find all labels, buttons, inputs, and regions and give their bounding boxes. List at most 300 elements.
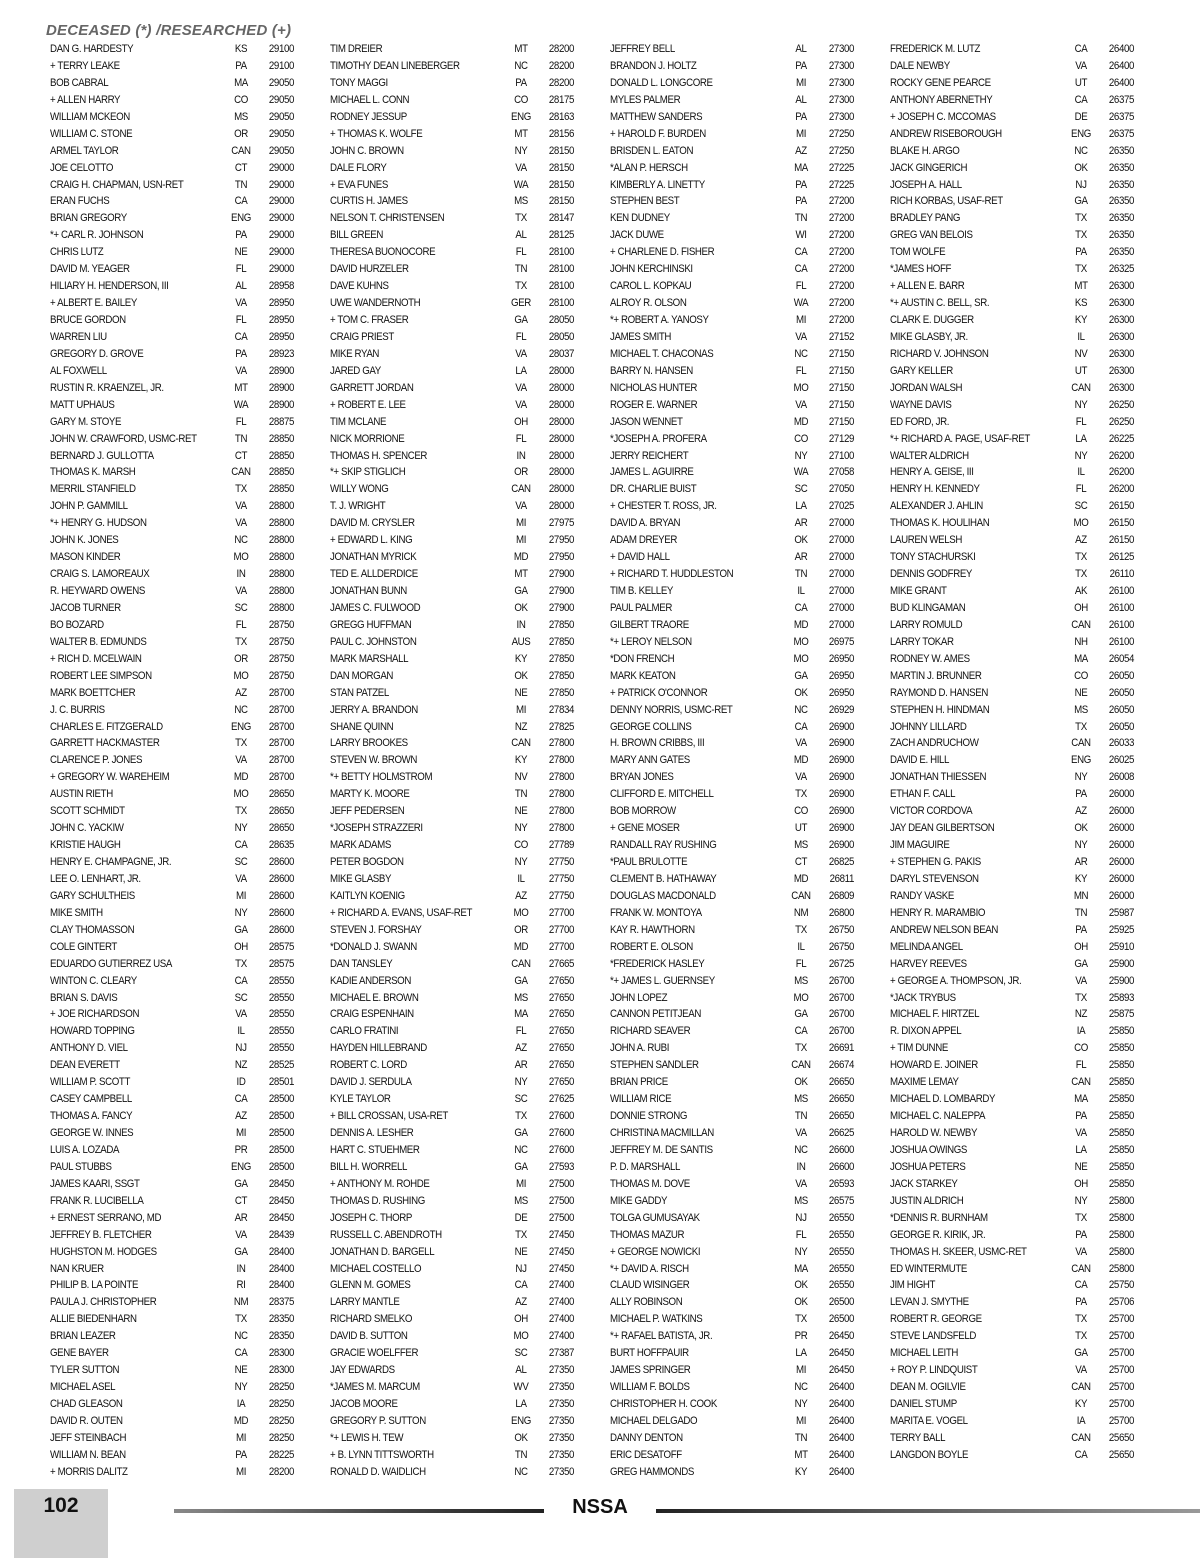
score: 29000	[268, 263, 294, 276]
shooter-name: WAYNE DAVIS	[890, 398, 952, 411]
state: NY	[1074, 1194, 1088, 1207]
score: 28450	[268, 1211, 294, 1224]
shooter-name: *+ SKIP STIGLICH	[330, 466, 406, 479]
score: 25850	[1108, 1076, 1134, 1089]
state: ENG	[1071, 127, 1091, 140]
score: 28000	[548, 449, 574, 462]
shooter-name: MIKE GADDY	[610, 1194, 668, 1207]
shooter-name: JOHNNY LILLARD	[890, 720, 967, 733]
score: 26350	[1108, 195, 1134, 208]
list-item	[884, 75, 1134, 92]
score: 28750	[268, 618, 294, 631]
list-item	[604, 397, 854, 414]
score: 27500	[548, 1194, 574, 1207]
state: DE	[1074, 110, 1088, 123]
state: MO	[793, 635, 809, 648]
state: TX	[1075, 1211, 1087, 1224]
score: 26025	[1108, 754, 1134, 767]
score: 26400	[1108, 59, 1134, 72]
score: 28700	[268, 703, 294, 716]
list-item	[44, 210, 294, 227]
shooter-name: WILLIAM C. STONE	[50, 127, 133, 140]
score: 29000	[268, 229, 294, 242]
shooter-name: ANDREW NELSON BEAN	[890, 923, 999, 936]
shooter-name: DAN G. HARDESTY	[50, 43, 134, 55]
state: GA	[234, 1245, 248, 1258]
state: NC	[514, 1143, 528, 1156]
score: 26550	[828, 1279, 854, 1292]
score: 25987	[1108, 906, 1134, 919]
list-item	[324, 1159, 574, 1176]
score: 28000	[548, 432, 574, 445]
shooter-name: HENRY H. KENNEDY	[890, 483, 980, 496]
score: 27300	[828, 110, 854, 123]
score: 28200	[548, 59, 574, 72]
score: 29050	[268, 110, 294, 123]
state: OH	[1074, 601, 1088, 614]
state: GA	[514, 1160, 528, 1173]
list-item	[884, 261, 1134, 278]
score: 28600	[268, 872, 294, 885]
state: AL	[795, 43, 807, 55]
list-item	[324, 363, 574, 380]
state: GA	[234, 923, 248, 936]
shooter-name: MICHAEL P. WATKINS	[610, 1313, 703, 1326]
score: 26300	[1108, 330, 1134, 343]
list-item	[604, 498, 854, 515]
score: 27950	[548, 551, 574, 564]
score: 27000	[828, 534, 854, 547]
list-item	[44, 752, 294, 769]
state: NC	[794, 347, 808, 360]
shooter-name: ALROY R. OLSON	[610, 297, 687, 310]
state: VA	[235, 364, 247, 377]
score: 27200	[828, 229, 854, 242]
list-item	[604, 651, 854, 668]
list-item	[604, 312, 854, 329]
score: 26700	[828, 991, 854, 1004]
shooter-name: *PAUL BRULOTTE	[610, 856, 688, 868]
score: 28175	[548, 93, 574, 106]
score: 28700	[268, 686, 294, 699]
score: 27400	[548, 1296, 574, 1309]
list-item	[884, 888, 1134, 905]
list-item	[884, 193, 1134, 210]
score: 27300	[828, 43, 854, 55]
list-item	[604, 414, 854, 431]
state: GA	[1074, 1347, 1088, 1360]
score: 28300	[268, 1347, 294, 1360]
score: 28650	[268, 822, 294, 835]
shooter-name: HARVEY REEVES	[890, 957, 967, 970]
list-item	[324, 58, 574, 75]
score: 26300	[1108, 297, 1134, 310]
state: FL	[235, 263, 247, 276]
list-item	[604, 126, 854, 143]
score: 27800	[548, 737, 574, 750]
list-item	[324, 1040, 574, 1057]
score: 26950	[828, 652, 854, 665]
shooter-name: + PATRICK O'CONNOR	[610, 686, 708, 699]
list-item	[324, 329, 574, 346]
score: 28250	[268, 1431, 294, 1444]
shooter-name: RODNEY W. AMES	[890, 652, 970, 665]
score: 27700	[548, 923, 574, 936]
score: 28600	[268, 906, 294, 919]
state: CT	[234, 1194, 248, 1207]
list-item	[604, 769, 854, 786]
list-item	[884, 803, 1134, 820]
list-item	[44, 651, 294, 668]
state: PA	[1075, 1296, 1087, 1309]
list-item	[884, 1023, 1134, 1040]
score: 28400	[268, 1279, 294, 1292]
state: IA	[236, 1398, 246, 1410]
list-item	[604, 58, 854, 75]
state: AZ	[515, 1042, 527, 1055]
state: MS	[1074, 703, 1088, 716]
state: CAN	[511, 737, 531, 750]
list-item	[324, 532, 574, 549]
list-item	[324, 583, 574, 600]
shooter-name: DENNY NORRIS, USMC-RET	[610, 703, 733, 716]
list-item	[44, 1277, 294, 1294]
shooter-name: MARK MARSHALL	[330, 652, 409, 665]
shooter-name: CRAIG H. CHAPMAN, USN-RET	[50, 178, 184, 191]
score: 27250	[828, 127, 854, 140]
score: 26050	[1108, 703, 1134, 716]
score: 26375	[1108, 127, 1134, 140]
list-item	[884, 464, 1134, 481]
state: AZ	[235, 1110, 247, 1123]
state: MT	[514, 127, 528, 140]
state: PA	[235, 347, 247, 360]
shooter-name: CAROL L. KOPKAU	[610, 280, 692, 293]
list-item	[324, 177, 574, 194]
shooter-name: VICTOR CORDOVA	[890, 805, 973, 818]
shooter-name: MICHAEL C. NALEPPA	[890, 1110, 986, 1123]
state: NY	[234, 906, 248, 919]
shooter-name: BO BOZARD	[50, 618, 104, 631]
score: 25850	[1108, 1110, 1134, 1123]
score: 27789	[548, 839, 574, 852]
score: 26100	[1108, 601, 1134, 614]
shooter-name: RICH KORBAS, USAF-RET	[890, 195, 1003, 208]
list-item	[44, 1210, 294, 1227]
shooter-name: GARY M. STOYE	[50, 415, 122, 428]
list-item	[604, 1396, 854, 1413]
score: 27834	[548, 703, 574, 716]
state: SC	[234, 601, 248, 614]
state: WA	[793, 466, 809, 479]
score: 29050	[268, 93, 294, 106]
shooter-name: JOHN KERCHINSKI	[610, 263, 693, 276]
score: 25850	[1108, 1025, 1134, 1038]
shooter-name: ROBERT LEE SIMPSON	[50, 669, 152, 682]
score: 27350	[548, 1381, 574, 1394]
shooter-name: RICHARD SEAVER	[610, 1025, 691, 1038]
state: NZ	[514, 720, 528, 733]
list-item	[884, 346, 1134, 363]
score: 26600	[828, 1160, 854, 1173]
shooter-name: *JAMES M. MARCUM	[330, 1381, 420, 1394]
shooter-name: MYLES PALMER	[610, 93, 681, 106]
state: CA	[234, 1347, 248, 1360]
score: 28950	[268, 297, 294, 310]
list-item	[44, 1006, 294, 1023]
score: 25850	[1108, 1127, 1134, 1139]
score: 26100	[1108, 635, 1134, 648]
score: 27750	[548, 872, 574, 885]
score: 28100	[548, 280, 574, 293]
state: VA	[235, 872, 247, 885]
shooter-name: JOHN K. JONES	[50, 534, 119, 547]
state: WI	[795, 229, 807, 242]
shooter-name: RANDALL RAY RUSHING	[610, 839, 717, 852]
list-item	[324, 210, 574, 227]
score: 28100	[548, 297, 574, 310]
score: 28800	[268, 517, 294, 530]
list-item	[604, 1210, 854, 1227]
state: IN	[236, 568, 246, 581]
footer-rule-right	[656, 1509, 1200, 1513]
score: 28958	[268, 280, 294, 293]
shooter-name: DAVID M. YEAGER	[50, 263, 130, 276]
state: TN	[1074, 906, 1088, 919]
state: IL	[1077, 466, 1085, 479]
state: DE	[514, 1211, 528, 1224]
list-item	[44, 126, 294, 143]
state: FL	[235, 314, 247, 326]
state: OH	[514, 415, 528, 428]
score: 28800	[268, 500, 294, 513]
state: NE	[514, 686, 528, 699]
score: 28375	[268, 1296, 294, 1309]
list-item	[604, 854, 854, 871]
shooter-name: DAVID J. SERDULA	[330, 1076, 412, 1089]
score: 29000	[268, 246, 294, 259]
score: 28550	[268, 1025, 294, 1038]
shooter-name: JERRY A. BRANDON	[330, 703, 418, 716]
score: 27400	[548, 1330, 574, 1343]
list-item	[884, 583, 1134, 600]
state: AL	[795, 93, 807, 106]
shooter-name: CURTIS H. JAMES	[330, 195, 408, 208]
list-item	[324, 769, 574, 786]
state: TX	[795, 788, 807, 801]
state: PA	[515, 76, 527, 89]
state: PA	[235, 59, 247, 72]
list-item	[44, 397, 294, 414]
shooter-name: JAMES SPRINGER	[610, 1364, 691, 1377]
shooter-name: TIM MCLANE	[330, 415, 387, 428]
score: 28600	[268, 856, 294, 868]
state: TN	[794, 1110, 808, 1123]
shooter-name: JOHN P. GAMMILL	[50, 500, 128, 513]
list-item	[44, 1023, 294, 1040]
list-item	[884, 227, 1134, 244]
state: IL	[797, 585, 805, 597]
shooter-name: LUIS A. LOZADA	[50, 1143, 120, 1156]
score: 27200	[828, 280, 854, 293]
shooter-name: KRISTIE HAUGH	[50, 839, 121, 852]
state: VA	[1075, 1127, 1087, 1139]
state: IL	[797, 940, 805, 953]
shooter-name: + EDWARD L. KING	[330, 534, 413, 547]
shooter-name: SHANE QUINN	[330, 720, 394, 733]
score: 25700	[1108, 1330, 1134, 1343]
shooter-name: + JOSEPH C. MCCOMAS	[890, 110, 996, 123]
list-item	[884, 1006, 1134, 1023]
score: 26900	[828, 720, 854, 733]
state: FL	[515, 1025, 527, 1038]
list-item	[604, 1261, 854, 1278]
score: 28200	[548, 76, 574, 89]
list-item	[604, 227, 854, 244]
shooter-name: RUSTIN R. KRAENZEL, JR.	[50, 381, 164, 394]
shooter-name: *+ LEROY NELSON	[610, 635, 692, 648]
state: VA	[1075, 1245, 1087, 1258]
list-item	[324, 1074, 574, 1091]
shooter-name: JACK DUWE	[610, 229, 664, 242]
score: 25800	[1108, 1211, 1134, 1224]
state: OK	[794, 1279, 808, 1292]
score: 26825	[828, 856, 854, 868]
score: 28635	[268, 839, 294, 852]
state: OK	[794, 686, 808, 699]
score: 26800	[828, 906, 854, 919]
score: 25700	[1108, 1414, 1134, 1427]
score: 26300	[1108, 314, 1134, 326]
list-item	[884, 1362, 1134, 1379]
score: 25900	[1108, 957, 1134, 970]
state: AR	[514, 1059, 528, 1072]
state: FL	[1075, 415, 1087, 428]
results-column-1	[44, 41, 294, 1481]
state: TX	[235, 1313, 247, 1326]
list-item	[884, 380, 1134, 397]
state: AZ	[515, 1296, 527, 1309]
shooter-name: BRYAN JONES	[610, 771, 674, 784]
shooter-name: TERRY BALL	[890, 1431, 946, 1444]
state: MD	[793, 618, 809, 631]
state: OK	[794, 534, 808, 547]
state: CA	[1074, 43, 1088, 55]
list-item	[324, 193, 574, 210]
shooter-name: EDUARDO GUTIERREZ USA	[50, 957, 172, 970]
score: 27400	[548, 1313, 574, 1326]
state: LA	[515, 364, 527, 377]
state: MA	[794, 1262, 808, 1275]
list-item	[884, 363, 1134, 380]
list-item	[604, 481, 854, 498]
list-item	[44, 922, 294, 939]
shooter-name: LANGDON BOYLE	[890, 1448, 969, 1461]
shooter-name: MIKE RYAN	[330, 347, 380, 360]
shooter-name: PAUL C. JOHNSTON	[330, 635, 417, 648]
shooter-name: MASON KINDER	[50, 551, 121, 564]
shooter-name: KYLE TAYLOR	[330, 1093, 391, 1106]
score: 26700	[828, 974, 854, 987]
score: 28875	[268, 415, 294, 428]
shooter-name: FRANK W. MONTOYA	[610, 906, 702, 919]
shooter-name: BURT HOFFPAUIR	[610, 1347, 689, 1360]
shooter-name: MICHAEL E. BROWN	[330, 991, 419, 1004]
list-item	[884, 498, 1134, 515]
score: 28500	[268, 1143, 294, 1156]
state: CT	[234, 161, 248, 174]
score: 26100	[1108, 585, 1134, 597]
state: CA	[794, 263, 808, 276]
list-item	[44, 871, 294, 888]
state: MI	[515, 534, 527, 547]
score: 26900	[828, 839, 854, 852]
shooter-name: JOHN W. CRAWFORD, USMC-RET	[50, 432, 197, 445]
score: 27000	[828, 601, 854, 614]
score: 25800	[1108, 1262, 1134, 1275]
list-item	[604, 109, 854, 126]
score: 28575	[268, 957, 294, 970]
state: CAN	[1071, 1076, 1091, 1089]
score: 28650	[268, 788, 294, 801]
list-item	[884, 1294, 1134, 1311]
shooter-name: JOHN C. BROWN	[330, 144, 404, 157]
state: OK	[794, 1296, 808, 1309]
score: 27600	[548, 1110, 574, 1123]
list-item	[604, 1125, 854, 1142]
list-item	[884, 1091, 1134, 1108]
list-item	[884, 1379, 1134, 1396]
list-item	[44, 261, 294, 278]
shooter-name: PAULA J. CHRISTOPHER	[50, 1296, 157, 1309]
state: FL	[235, 618, 247, 631]
list-item	[884, 956, 1134, 973]
shooter-name: JEFF PEDERSEN	[330, 805, 405, 818]
list-item	[44, 1311, 294, 1328]
shooter-name: *DENNIS R. BURNHAM	[890, 1211, 988, 1224]
state: KS	[1074, 297, 1088, 310]
list-item	[884, 177, 1134, 194]
state: NE	[234, 246, 248, 259]
score: 27152	[828, 330, 854, 343]
score: 27800	[548, 771, 574, 784]
state: MA	[1074, 1093, 1088, 1106]
list-item	[44, 1125, 294, 1142]
score: 27800	[548, 754, 574, 767]
state: RI	[236, 1279, 246, 1292]
shooter-name: BRIAN LEAZER	[50, 1330, 116, 1343]
list-item	[884, 1040, 1134, 1057]
list-item	[324, 92, 574, 109]
score: 26350	[1108, 212, 1134, 225]
list-item	[324, 75, 574, 92]
list-item	[884, 414, 1134, 431]
score: 28156	[548, 127, 574, 140]
score: 27900	[548, 568, 574, 581]
shooter-name: PHILIP B. LA POINTE	[50, 1279, 139, 1292]
list-item	[604, 1074, 854, 1091]
score: 27200	[828, 297, 854, 310]
score: 27387	[548, 1347, 574, 1360]
state: VA	[235, 585, 247, 597]
score: 27900	[548, 585, 574, 597]
score: 27650	[548, 1059, 574, 1072]
shooter-name: MARTIN J. BRUNNER	[890, 669, 982, 682]
shooter-name: ANTHONY D. VIEL	[50, 1042, 128, 1055]
state: NY	[1074, 449, 1088, 462]
list-item	[604, 1447, 854, 1464]
shooter-name: GEORGE W. INNES	[50, 1127, 134, 1139]
